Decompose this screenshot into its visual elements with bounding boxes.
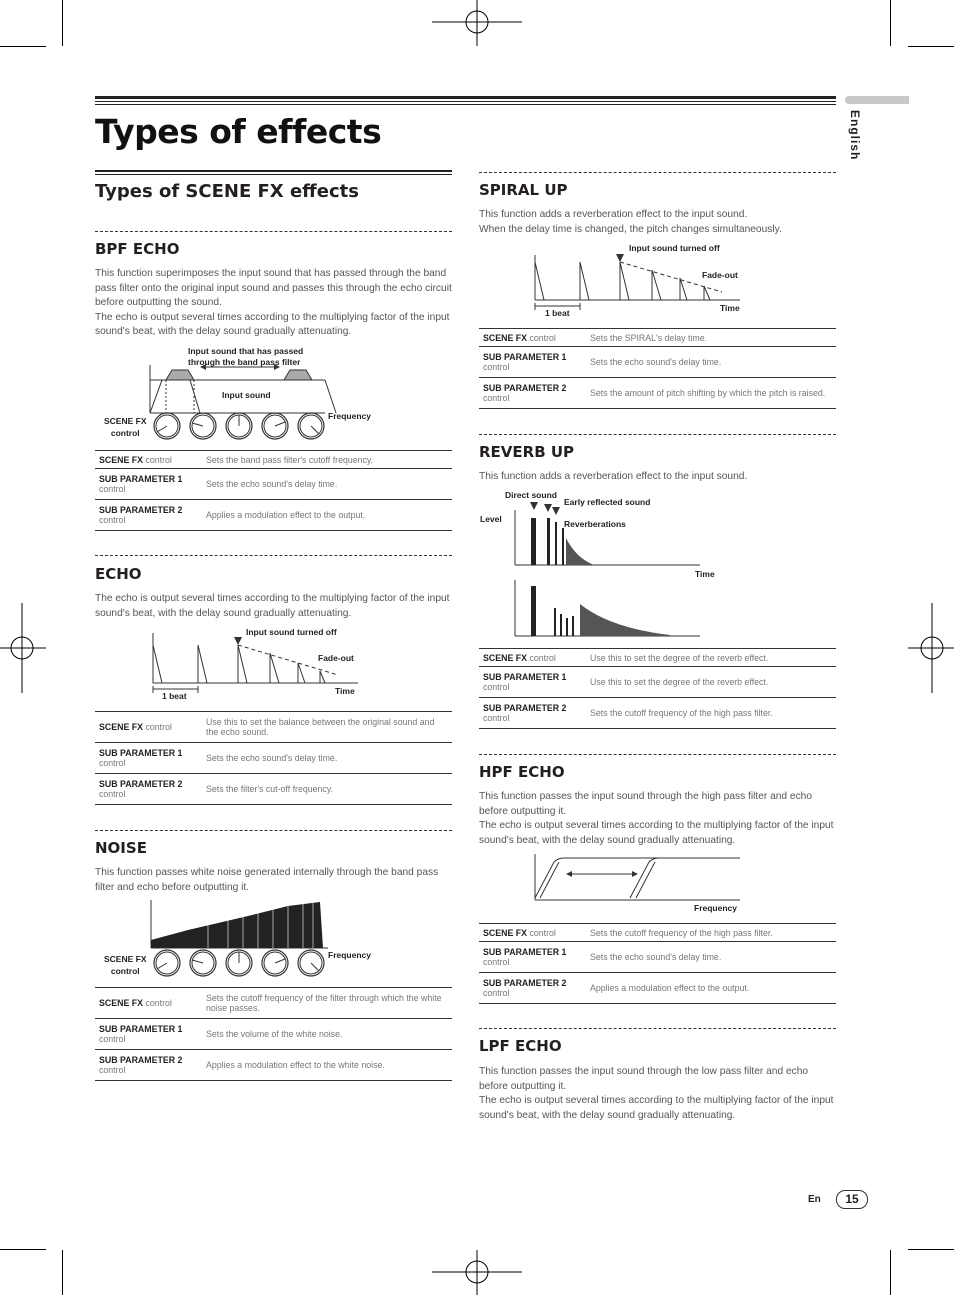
echo-description [95, 592, 455, 621]
divider [479, 754, 836, 755]
noise-heading: NOISE [95, 839, 147, 857]
title-rule-thin [95, 101, 836, 102]
spiral-up-parameter-table [479, 328, 836, 409]
echo-beat-label: 1 beat [162, 691, 187, 701]
noise-diagram [148, 900, 338, 952]
paragraph: The echo is output several times according to the multiplying factor of the input sound's beat, with the delay sound gradually attenuating. [95, 593, 450, 619]
reverb-up-description [479, 470, 839, 485]
table-row: SUB PARAMETER 1 control Sets the echo sound's delay time. [479, 942, 836, 973]
table-row: SUB PARAMETER 2 control Applies a modulation effect to the white noise. [95, 1050, 452, 1081]
scene-fx-control-label: SCENE FX control [104, 954, 147, 976]
table-row: SCENE FX control Sets the SPIRAL's delay time. [479, 329, 836, 347]
title-rule-thin-2 [95, 104, 836, 105]
footer-language: En [808, 1194, 821, 1205]
table-row: SUB PARAMETER 2 control Applies a modulation effect to the output. [479, 973, 836, 1004]
bpf-passed-label: Input sound that has passed through the band pass filter [188, 346, 304, 367]
hpf-echo-diagram [530, 852, 750, 907]
reverb-up-parameter-table [479, 648, 836, 729]
hpf-echo-heading: HPF ECHO [479, 763, 565, 781]
table-row: SUB PARAMETER 1 control Use this to set the degree of the reverb effect. [479, 667, 836, 698]
echo-parameter-table [95, 711, 452, 805]
paragraph: This function adds a reverberation effect to the input sound. [479, 471, 748, 482]
reverb-level-label: Level [480, 514, 502, 524]
echo-fade-out-label: Fade-out [318, 653, 354, 663]
table-row: SUB PARAMETER 1 control Sets the echo sound's delay time. [479, 347, 836, 378]
lpf-echo-description [479, 1065, 839, 1123]
reverb-direct-label: Direct sound [505, 490, 557, 500]
reverb-early-label: Early reflected sound [564, 497, 651, 507]
spiral-fade-out-label: Fade-out [702, 270, 738, 280]
echo-heading: ECHO [95, 565, 142, 583]
table-row: SUB PARAMETER 2 control Sets the cutoff frequency of the high pass filter. [479, 698, 836, 729]
noise-parameter-table [95, 987, 452, 1081]
subtitle-rule-2 [95, 174, 452, 175]
noise-description [95, 866, 455, 895]
scene-fx-knobs [152, 411, 332, 443]
table-row: SCENE FX control Sets the cutoff frequency of the filter through which the white noise passes. [95, 988, 452, 1019]
spiral-up-description [479, 208, 839, 237]
divider [95, 555, 452, 556]
scene-fx-knobs [152, 948, 332, 980]
spiral-beat-label: 1 beat [545, 308, 570, 318]
bpf-echo-heading: BPF ECHO [95, 240, 180, 258]
bpf-echo-parameter-table [95, 450, 452, 531]
paragraph: This function superimposes the input sound that has passed through the band pass filter onto the original input sound and passes this through the echo circuit before outputting the sound. [95, 268, 452, 308]
hpf-echo-parameter-table [479, 923, 836, 1004]
bpf-echo-description [95, 267, 455, 340]
paragraph: The echo is output several times according to the multiplying factor of the input sound's beat, with the delay sound gradually attenuating. [95, 311, 450, 337]
divider [479, 172, 836, 173]
divider [95, 830, 452, 831]
spiral-input-off-label: Input sound turned off [629, 243, 720, 253]
paragraph: This function adds a reverberation effect to the input sound. [479, 209, 748, 220]
paragraph: The echo is output several times according to the multiplying factor of the input sound's beat, with the delay sound gradually attenuating. [479, 820, 834, 846]
page-title: Types of effects [95, 112, 382, 151]
table-row: SUB PARAMETER 1 control Sets the echo sound's delay time. [95, 743, 452, 774]
page-number: 15 [836, 1190, 868, 1209]
echo-input-off-label: Input sound turned off [246, 627, 337, 637]
language-tab-label: English [848, 110, 862, 161]
spiral-up-heading: SPIRAL UP [479, 181, 568, 199]
table-row: SCENE FX control Sets the cutoff frequency of the high pass filter. [479, 924, 836, 942]
divider [479, 434, 836, 435]
table-row: SUB PARAMETER 2 control Sets the filter's cut-off frequency. [95, 774, 452, 805]
table-row: SCENE FX control Use this to set the degree of the reverb effect. [479, 649, 836, 667]
bpf-input-label: Input sound [222, 390, 271, 400]
paragraph: The echo is output several times according to the multiplying factor of the input sound's beat, with the delay sound gradually attenuating. [479, 1095, 834, 1121]
table-row: SUB PARAMETER 1 control Sets the volume of the white noise. [95, 1019, 452, 1050]
paragraph: This function passes the input sound through the low pass filter and echo before outputting it. [479, 1066, 809, 1092]
noise-frequency-label: Frequency [328, 950, 371, 960]
echo-time-label: Time [335, 686, 355, 696]
divider [479, 1028, 836, 1029]
scene-fx-control-label: SCENE FX control [104, 416, 147, 438]
divider [95, 231, 452, 232]
paragraph: This function passes the input sound through the high pass filter and echo before outputting it. [479, 791, 813, 817]
paragraph: This function passes white noise generated internally through the band pass filter and echo before outputting it. [95, 867, 439, 893]
reverb-up-heading: REVERB UP [479, 443, 575, 461]
hpf-frequency-label: Frequency [694, 903, 737, 913]
subtitle-rule [95, 170, 452, 172]
bpf-frequency-label: Frequency [328, 411, 371, 421]
hpf-echo-description [479, 790, 839, 848]
table-row: SUB PARAMETER 2 control Applies a modulation effect to the output. [95, 500, 452, 531]
table-row: SCENE FX control Sets the band pass filter's cutoff frequency. [95, 451, 452, 469]
section-subtitle: Types of SCENE FX effects [95, 181, 359, 202]
paragraph: When the delay time is changed, the pitch changes simultaneously. [479, 223, 782, 235]
table-row: SCENE FX control Use this to set the balance between the original sound and the echo sound. [95, 712, 452, 743]
lpf-echo-heading: LPF ECHO [479, 1037, 562, 1055]
table-row: SUB PARAMETER 1 control Sets the echo sound's delay time. [95, 469, 452, 500]
side-tab [845, 96, 909, 104]
reverb-time-label: Time [695, 569, 715, 579]
table-row: SUB PARAMETER 2 control Sets the amount of pitch shifting by which the pitch is raised. [479, 378, 836, 409]
spiral-time-label: Time [720, 303, 740, 313]
title-rule [95, 96, 836, 99]
reverb-reverberations-label: Reverberations [564, 519, 626, 529]
